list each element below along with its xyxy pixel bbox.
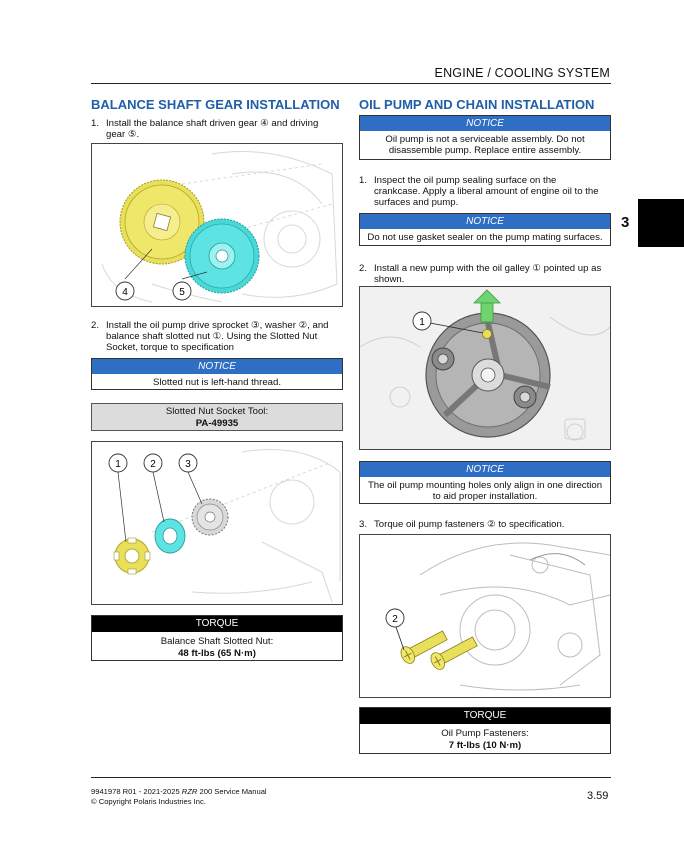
section-heading-balance-shaft: BALANCE SHAFT GEAR INSTALLATION: [91, 97, 340, 112]
torque-label: TORQUE: [92, 616, 342, 632]
tool-part-number: PA-49935: [195, 418, 239, 429]
header-rule: [91, 83, 611, 84]
torque-box-right: [359, 707, 611, 754]
notice-text-line: The oil pump mounting holes only align in one direction: [367, 480, 603, 491]
notice-box-mounting-holes: [359, 461, 611, 504]
step-number: 1.: [91, 118, 100, 129]
callout-1: 1: [115, 459, 121, 470]
notice-text: Slotted nut is left-hand thread.: [153, 377, 281, 388]
right-step-3: [359, 519, 611, 531]
notice-text-line: Oil pump is not a serviceable assembly. Do not: [385, 134, 585, 145]
footer-doc-info: [91, 787, 267, 806]
step-number: 2.: [359, 263, 368, 274]
washer-cyan: [155, 519, 185, 553]
page-header-title: ENGINE / COOLING SYSTEM: [434, 66, 610, 80]
footer-doc-model: RZR: [181, 787, 198, 796]
driving-gear-cyan: [185, 219, 259, 293]
step-text-line: surfaces and pump.: [374, 197, 459, 208]
left-step-2: [91, 320, 343, 356]
figure-balance-shaft-gears: [91, 143, 343, 307]
step-number: 3.: [359, 519, 368, 530]
step-text-line: shown.: [374, 274, 405, 285]
step-text-line: Inspect the oil pump sealing surface on the: [374, 175, 557, 186]
callout-1: 1: [419, 317, 425, 328]
chapter-tab: [621, 199, 684, 247]
notice-text-line: to aid proper installation.: [432, 491, 538, 502]
footer-rule: [91, 777, 611, 778]
footer-doc-prefix: 9941978 R01 - 2021-2025: [91, 787, 182, 796]
page-number: 3.59: [587, 790, 609, 802]
step-number: 1.: [359, 175, 368, 186]
figure-nut-washer-sprocket: [91, 441, 343, 605]
notice-label: NOTICE: [360, 116, 610, 131]
chapter-number: 3: [621, 214, 630, 231]
tool-box: [91, 403, 343, 431]
notice-box-left-thread: [91, 358, 343, 390]
step-text-line: Install the balance shaft driven gear ④ and driving: [106, 118, 319, 129]
tool-label: Slotted Nut Socket Tool:: [165, 406, 269, 417]
step-text-line: Socket, torque to specification: [106, 342, 234, 353]
step-text-line: balance shaft slotted nut ①. Using the Slotted Nut: [106, 331, 318, 342]
slotted-nut-yellow: [114, 538, 150, 574]
step-text-line: crankcase. Apply a liberal amount of engine oil to the: [374, 186, 599, 197]
notice-label: NOTICE: [92, 359, 342, 374]
right-step-1: [359, 175, 611, 211]
figure-oil-pump-fasteners: [359, 534, 611, 698]
section-heading-oil-pump: OIL PUMP AND CHAIN INSTALLATION: [359, 97, 595, 112]
torque-box-left: [91, 615, 343, 661]
notice-label: NOTICE: [360, 462, 610, 477]
torque-item: Oil Pump Fasteners:: [441, 728, 529, 739]
callout-5: 5: [179, 287, 185, 298]
drive-sprocket: [192, 499, 228, 535]
callout-2: 2: [150, 459, 156, 470]
notice-text-line: disassemble pump. Replace entire assembly.: [388, 145, 582, 156]
torque-label: TORQUE: [360, 708, 610, 724]
notice-text: Do not use gasket sealer on the pump mating surfaces.: [367, 232, 603, 243]
step-text-line: gear ⑤.: [106, 129, 140, 140]
callout-3: 3: [185, 459, 191, 470]
callout-4: 4: [122, 287, 128, 298]
torque-value: 48 ft-lbs (65 N·m): [178, 647, 256, 659]
notice-label: NOTICE: [360, 214, 610, 229]
figure-oil-pump: [359, 286, 611, 450]
notice-box-serviceable: [359, 115, 611, 160]
footer-copyright: © Copyright Polaris Industries Inc.: [91, 796, 206, 806]
left-step-1: [91, 118, 341, 142]
step-number: 2.: [91, 320, 100, 331]
torque-value: 7 ft-lbs (10 N·m): [448, 739, 522, 751]
right-step-2: [359, 263, 611, 287]
step-text-line: Install the oil pump drive sprocket ③, washer ②, and: [106, 320, 329, 331]
torque-item: Balance Shaft Slotted Nut:: [160, 636, 274, 647]
footer-doc-suffix: 200 Service Manual: [197, 787, 267, 796]
callout-2: 2: [392, 614, 398, 625]
step-text-line: Install a new pump with the oil galley ① pointed up as: [374, 263, 602, 274]
notice-box-gasket: [359, 213, 611, 246]
step-text-line: Torque oil pump fasteners ② to specification.: [374, 519, 565, 530]
